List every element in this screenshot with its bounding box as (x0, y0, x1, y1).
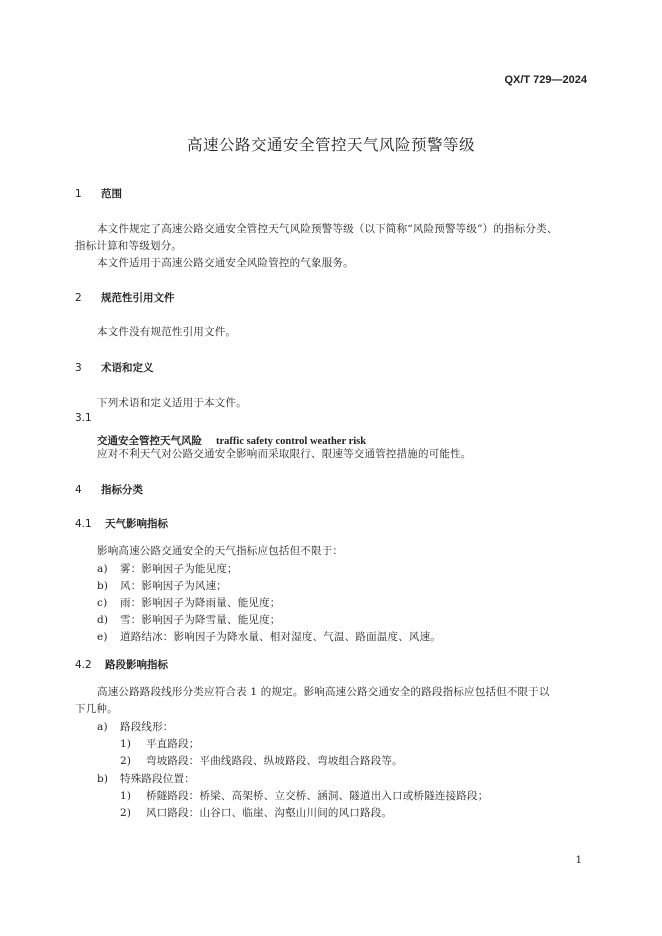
sub-list-item (120, 805, 392, 820)
subsection-4-1-heading (75, 516, 168, 531)
sub-list-item (120, 736, 200, 751)
term-definition: 应对不利天气对公路交通安全影响而采取限行、限速等交通管控措施的可能性。 (97, 448, 472, 460)
section-number: 4.1 (75, 518, 92, 530)
list-text: 雪：影响因子为降雪量、能见度； (120, 614, 281, 626)
section-4-heading (75, 482, 143, 497)
document-title: 高速公路交通安全管控天气风险预警等级 (186, 136, 475, 154)
list-label: d) (97, 614, 109, 626)
list-label: 1) (120, 790, 132, 802)
section-title: 范围 (101, 188, 122, 200)
paragraph: 本文件没有规范性引用文件。 (97, 326, 237, 338)
section-1-heading (75, 186, 122, 201)
list-label: 2) (120, 807, 132, 819)
list-text: 道路结冰：影响因子为降水量、相对湿度、气温、路面温度、风速。 (120, 631, 441, 643)
list-label: 1) (120, 738, 132, 750)
list-label: b) (97, 580, 109, 592)
sub-list-item (120, 753, 403, 768)
paragraph: 下列术语和定义适用于本文件。 (97, 397, 247, 409)
section-title: 天气影响指标 (105, 518, 168, 530)
list-item (97, 578, 227, 593)
term-chinese: 交通安全管控天气风险 (97, 435, 202, 447)
list-text: 特殊路段位置： (120, 773, 195, 785)
section-number: 4 (75, 484, 82, 496)
list-label: a) (97, 721, 108, 733)
section-number: 1 (75, 188, 82, 200)
list-text: 雾：影响因子为能见度； (120, 563, 238, 575)
list-label: 2) (120, 755, 132, 767)
list-text: 风：影响因子为风速； (120, 580, 227, 592)
section-2-heading (75, 290, 175, 305)
section-title: 术语和定义 (101, 362, 154, 374)
paragraph: 本文件适用于高速公路交通安全风险管控的气象服务。 (97, 257, 354, 269)
sub-list-item (120, 788, 488, 803)
list-text: 风口路段：山谷口、临崖、沟壑山川间的风口路段。 (146, 807, 393, 819)
paragraph-continuation: 指标计算和等级划分。 (75, 240, 182, 252)
list-text: 雨：影响因子为降雨量、能见度； (120, 597, 281, 609)
list-item (97, 771, 195, 786)
section-3-heading (75, 360, 154, 375)
list-item (97, 612, 281, 627)
term-english: traffic safety control weather risk (216, 436, 367, 447)
list-text: 弯坡路段：平曲线路段、纵坡路段、弯坡组合路段等。 (146, 755, 403, 767)
paragraph: 影响高速公路交通安全的天气指标应包括但不限于： (97, 545, 344, 557)
section-number: 4.2 (75, 659, 92, 671)
paragraph-continuation: 下几种。 (75, 703, 118, 715)
standard-number: QX/T 729—2024 (504, 74, 587, 86)
list-label: b) (97, 773, 109, 785)
section-title: 路段影响指标 (105, 659, 168, 671)
term-number: 3.1 (75, 412, 92, 424)
section-number: 3 (75, 362, 82, 374)
paragraph: 高速公路路段线形分类应符合表 1 的规定。影响高速公路交通安全的路段指标应包括但不限于以 (97, 686, 550, 698)
page-number: 1 (575, 855, 582, 866)
list-text: 平直路段； (146, 738, 200, 750)
list-label: a) (97, 563, 108, 575)
paragraph: 本文件规定了高速公路交通安全管控天气风险预警等级（以下简称“风险预警等级”）的指标分类、 (97, 223, 558, 235)
section-number: 2 (75, 292, 82, 304)
list-text: 路段线形： (120, 721, 174, 733)
section-title: 规范性引用文件 (101, 292, 175, 304)
list-item (97, 719, 174, 734)
subsection-4-2-heading (75, 657, 168, 672)
list-label: c) (97, 597, 108, 609)
section-title: 指标分类 (101, 484, 143, 496)
list-text: 桥隧路段：桥梁、高架桥、立交桥、涵洞、隧道出入口或桥隧连接路段； (146, 790, 489, 802)
list-item (97, 595, 281, 610)
list-item (97, 629, 441, 644)
list-label: e) (97, 631, 108, 643)
list-item (97, 561, 238, 576)
